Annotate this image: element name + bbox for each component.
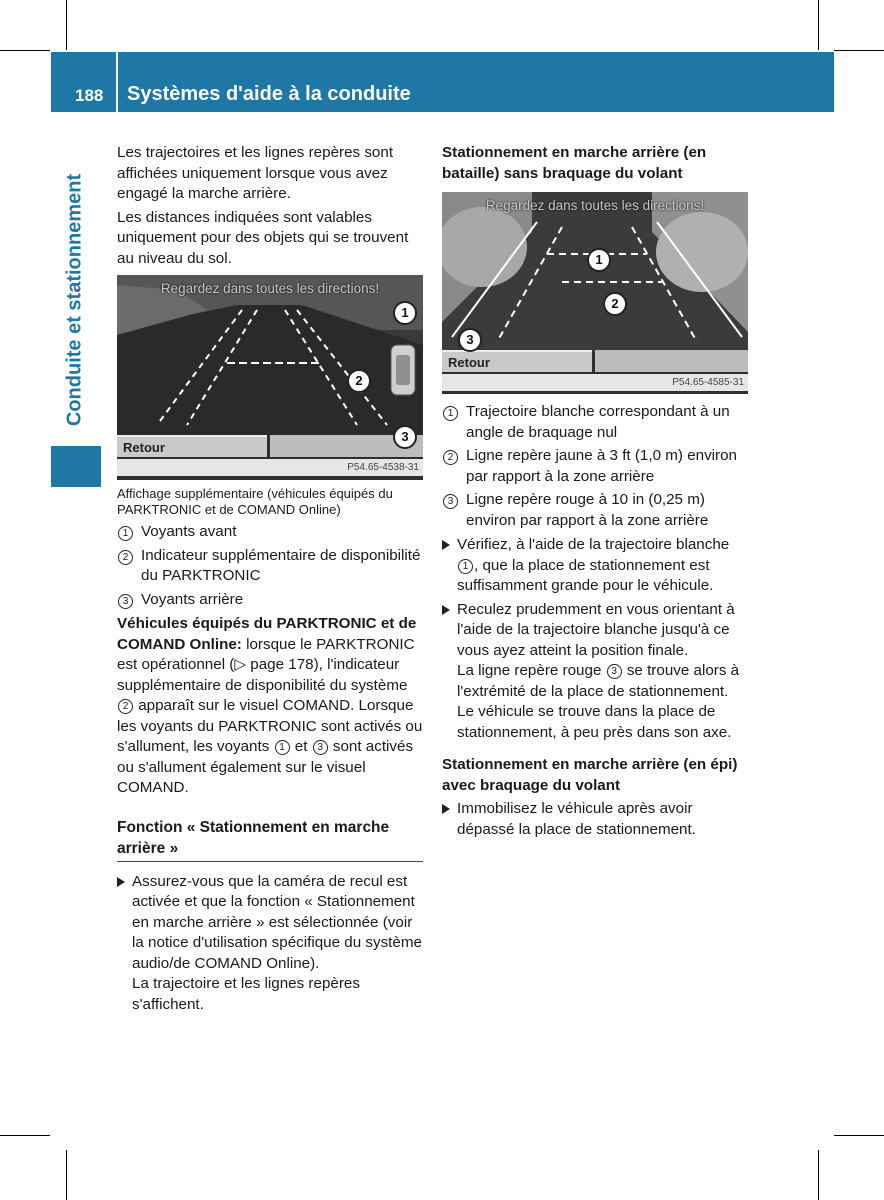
crop-mark: [818, 0, 819, 50]
callout-1: 1: [393, 301, 417, 325]
crop-mark: [66, 1150, 67, 1200]
camera-figure-2: [442, 192, 748, 394]
callout-3: 3: [393, 425, 417, 449]
subheading: Stationnement en marche arrière (en épi) avec braquage du volant: [442, 756, 738, 794]
figure-reference: P54.65-4585-31: [442, 374, 748, 391]
page-ref-arrow-icon: ▷: [234, 656, 247, 673]
number-icon: 3: [607, 664, 622, 679]
side-tab-label: Conduite et stationnement: [63, 173, 86, 427]
number-icon: 1: [275, 740, 290, 755]
step-arrow-icon: [442, 540, 450, 550]
step-item: Immobilisez le véhicule après avoir dépassé la place de stationnement.: [442, 799, 748, 840]
crop-mark: [834, 1135, 884, 1136]
crop-mark: [0, 1135, 50, 1136]
legend-item: 2 Ligne repère jaune à 3 ft (1,0 m) environ par rapport à la zone arrière: [442, 446, 748, 487]
softkey-empty: [595, 350, 748, 372]
number-icon: 2: [443, 450, 458, 465]
step-arrow-icon: [442, 605, 450, 615]
crop-mark: [818, 1150, 819, 1200]
subheading: Stationnement en marche arrière (en bataille) sans braquage du volant: [442, 144, 707, 182]
page-number: 188: [75, 86, 104, 105]
page-title: Systèmes d'aide à la conduite: [127, 83, 411, 105]
paragraph: Les distances indiquées sont valables uniquement pour des objets qui se trouvent au niveau du sol.: [117, 208, 409, 267]
number-icon: 2: [118, 699, 133, 714]
crop-mark: [834, 50, 884, 51]
left-column: [117, 143, 423, 1018]
number-icon: 3: [443, 494, 458, 509]
camera-warning-text: Regardez dans toutes les directions!: [160, 281, 380, 296]
number-icon: 3: [313, 740, 328, 755]
vehicles-paragraph: Véhicules équipés du PARKTRONIC et de COMAND Online: lorsque le PARKTRONIC est opérationnel (▷ page 178), l'indicateur supplémentaire de disponibilité du système 2 apparaît sur le visuel COMAND. Lorsque les voyants du PARKTRONIC sont activés ou s'allument, les voyants 1 et 3 sont activés ou s'allument également sur le visuel COMAND.: [117, 615, 423, 796]
step-item: Assurez-vous que la caméra de recul est activée et que la fonction « Stationnement en marche arrière » est sélectionnée (voir la notice d'utilisation spécifique du système audio/de COMAND Online). La trajectoire et les lignes repères s'affichent.: [117, 872, 423, 1016]
step-item: Vérifiez, à l'aide de la trajectoire blanche 1 , que la place de stationnement est suffisamment grande pour le véhicule.: [442, 535, 748, 597]
paragraph: Les trajectoires et les lignes repères sont affichées uniquement lorsque vous avez engagé la marche arrière.: [117, 144, 394, 202]
step-item: Reculez prudemment en vous orientant à l'aide de la trajectoire blanche jusqu'à ce vous ayez atteint la position finale. La ligne repère rouge 3 se trouve alors à l'extrémité de la place de stationnement. Le véhicule se trouve dans la place de stationnement, à peu près dans son axe.: [442, 600, 748, 744]
figure-reference: P54.65-4538-31: [117, 459, 423, 476]
crop-mark: [66, 0, 67, 50]
header-divider: [116, 52, 118, 112]
retour-button[interactable]: Retour: [442, 350, 592, 372]
camera-warning-text: Regardez dans toutes les directions!: [485, 198, 705, 213]
number-icon: 2: [118, 550, 133, 565]
crop-mark: [0, 50, 50, 51]
number-icon: 1: [118, 526, 133, 541]
callout-3: 3: [458, 328, 482, 352]
section-heading: Fonction « Stationnement en marche arrière »: [117, 817, 423, 862]
callout-2: 2: [603, 292, 627, 316]
callout-2: 2: [347, 369, 371, 393]
retour-button[interactable]: Retour: [117, 435, 267, 457]
callout-1: 1: [587, 248, 611, 272]
side-tab-marker: [51, 446, 101, 487]
number-icon: 1: [458, 559, 473, 574]
legend-item: 1 Voyants avant: [117, 522, 423, 543]
right-column: [442, 143, 748, 843]
legend-item: 2 Indicateur supplémentaire de disponibilité du PARKTRONIC: [117, 546, 423, 587]
legend-item: 3 Voyants arrière: [117, 590, 423, 611]
number-icon: 3: [118, 594, 133, 609]
camera-figure-1: [117, 275, 423, 480]
step-arrow-icon: [442, 804, 450, 814]
step-arrow-icon: [117, 877, 125, 887]
legend-item: 1 Trajectoire blanche correspondant à un angle de braquage nul: [442, 402, 748, 443]
legend-item: 3 Ligne repère rouge à 10 in (0,25 m) environ par rapport à la zone arrière: [442, 490, 748, 531]
number-icon: 1: [443, 406, 458, 421]
figure-caption: Affichage supplémentaire (véhicules équipés du PARKTRONIC et de COMAND Online): [117, 486, 393, 517]
